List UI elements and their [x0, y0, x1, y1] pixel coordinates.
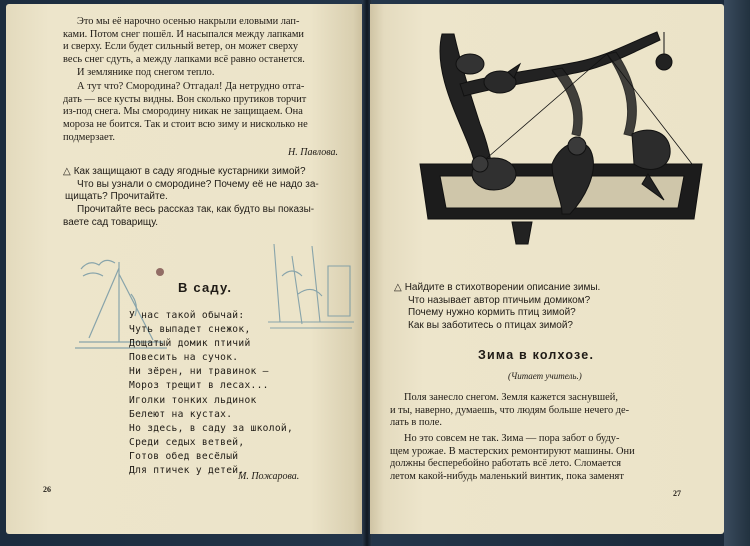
story-subtitle: (Читает учитель.) [508, 371, 582, 381]
right-paragraph-1: Поля занесло снегом. Земля кажется заснувшей, и ты, наверно, думаешь, что людям больше нечего де- лать в поле. [390, 392, 630, 429]
left-page [6, 4, 364, 534]
left-paragraph-2: А тут что? Смородина? Отгадал! Да нетрудно отга- дать — все кусты видны. Вон сколько прутиков торчит из-под снега. Мы смородину никак не защищаем. Она мороза не боится. Так и стоит всю зиму и нисколько не подмерзает. [63, 81, 308, 143]
left-paragraph-1: Это мы её нарочно осенью накрыли еловыми лап- ками. Потом снег пошёл. И насыпался между лапками и сверху. Если будет сильный ветер, он может сверху весь снег сдуть, а между лапками всё равно останется. И землянике под снегом тепло. [63, 16, 305, 78]
author-pozharova: М. Пожарова. [238, 471, 300, 482]
left-questions: △ Как защищают в саду ягодные кустарники зимой? Что вы узнали о смородине? Почему её не надо за- щищать? Прочитайте. [63, 166, 319, 203]
right-page [370, 4, 724, 534]
poem-title: В саду. [178, 280, 233, 295]
page-number-right: 27 [673, 489, 681, 498]
story-title: Зима в колхозе. [478, 348, 595, 362]
question-triangle-icon: △ [394, 282, 402, 293]
page-number-left: 26 [43, 485, 51, 494]
ink-blot-mark [154, 266, 166, 278]
bird-feeder-illustration [402, 14, 712, 259]
question-triangle-icon: △ [63, 166, 71, 177]
left-task: Прочитайте весь рассказ так, как будто вы показы- ваете сад товарищу. [63, 204, 315, 228]
author-pavlova: Н. Павлова. [288, 147, 339, 158]
right-questions: △ Найдите в стихотворении описание зимы. Что называет автор птичьим домиком? Почему нужно кормить птиц зимой? Как вы заботитесь о птицах зимой? [394, 282, 601, 331]
right-paragraph-2: Но это совсем не так. Зима — пора забот о буду- щем урожае. В мастерских ремонтируют машины. Они должны бесперебойно работать всё лето. Сломается летом какой-нибудь маленький винтик, пока заменят [390, 433, 635, 483]
book-edge [724, 0, 750, 546]
poem-v-sadu: У нас такой обычай: Чуть выпадет снежок, Дощатый домик птичий Повесить на сучок. Ни зёрен, ни травинок — Мороз трещит в лесах... Иголки тонких льдинок Белеют на кустах. Но здесь, в саду за школой, Среди седых ветвей, Готов обед весёлый Для птичек у детей. [129, 310, 294, 477]
